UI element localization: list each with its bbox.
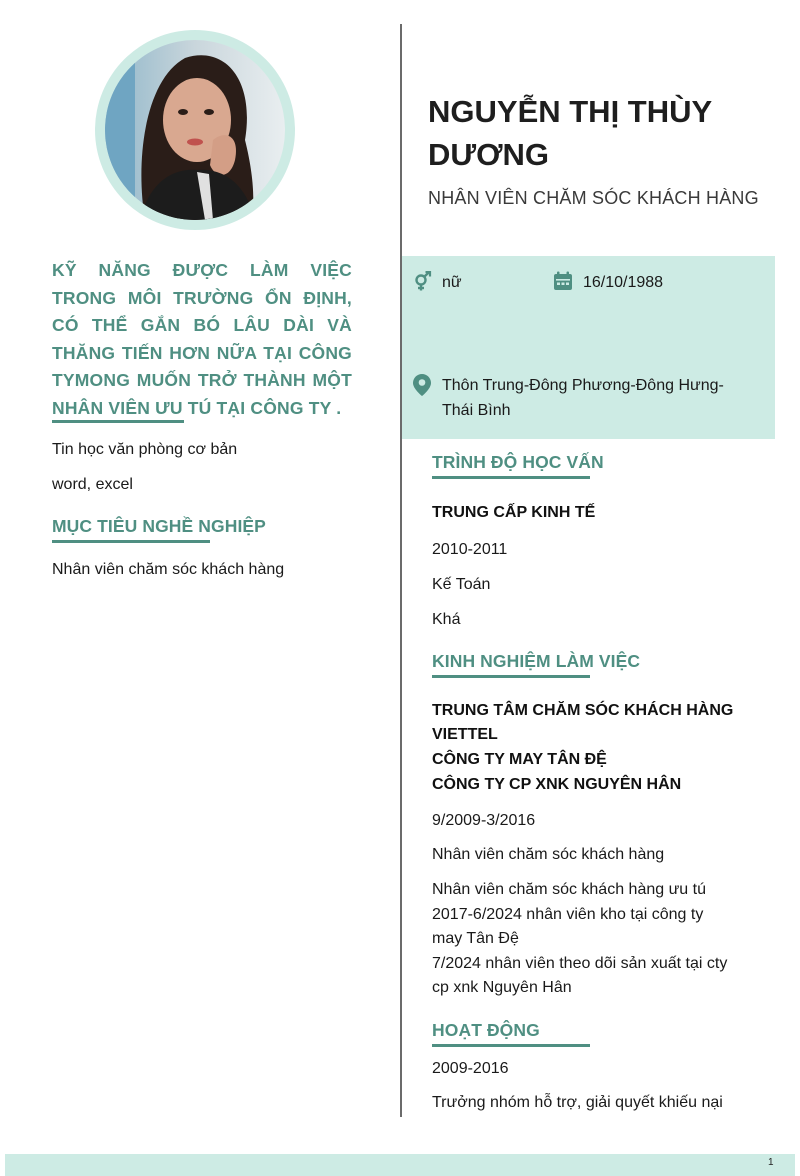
education-major: Kế Toán <box>432 576 491 593</box>
skill-item: Tin học văn phòng cơ bản <box>52 441 238 458</box>
activities-description: Trưởng nhóm hỗ trợ, giải quyết khiếu nại <box>432 1094 723 1111</box>
experience-description: Nhân viên chăm sóc khách hàng ưu tú <box>432 881 706 898</box>
experience-company: CÔNG TY CP XNK NGUYÊN HÂN <box>432 776 682 793</box>
address-value: Thôn Trung-Đông Phương-Đông Hưng-Thái Bình <box>442 377 724 419</box>
career-goal-underline <box>52 540 210 543</box>
gender-value: nữ <box>442 274 462 291</box>
education-school: TRUNG CẤP KINH TẾ <box>432 504 596 521</box>
column-divider <box>400 24 402 1117</box>
activities-underline <box>432 1044 590 1047</box>
experience-company: VIETTEL <box>432 726 498 743</box>
activities-title: HOẠT ĐỘNG <box>432 1020 540 1040</box>
gender-symbol-icon <box>413 271 433 291</box>
experience-description: cp xnk Nguyên Hân <box>432 979 572 996</box>
experience-company: CÔNG TY MAY TÂN ĐỆ <box>432 751 607 768</box>
skill-item: word, excel <box>52 476 133 493</box>
objective-text: KỸ NĂNG ĐƯỢC LÀM VIỆC TRONG MÔI TRƯỜNG ỔN ĐỊNH, CÓ THỂ GẮN BÓ LÂU DÀI VÀ THĂNG TIẾN HƠN NỮA TẠI CÔNG TYMONG MUỐN TRỞ THÀNH MỘT NHÂN VIÊN ƯU TÚ TẠI CÔNG TY . <box>52 260 352 418</box>
footer-bar <box>5 1154 795 1176</box>
experience-underline <box>432 675 590 678</box>
career-goal-text: Nhân viên chăm sóc khách hàng <box>52 561 285 578</box>
avatar <box>105 40 285 220</box>
candidate-name: NGUYỄN THỊ THÙY DƯƠNG <box>428 94 712 172</box>
job-title: NHÂN VIÊN CHĂM SÓC KHÁCH HÀNG <box>428 188 759 208</box>
experience-role: Nhân viên chăm sóc khách hàng <box>432 846 665 863</box>
education-years: 2010-2011 <box>432 541 508 558</box>
activities-period: 2009-2016 <box>432 1060 509 1077</box>
experience-period: 9/2009-3/2016 <box>432 812 536 829</box>
education-title: TRÌNH ĐỘ HỌC VẤN <box>432 452 604 472</box>
page-number: 1 <box>768 1157 774 1168</box>
experience-description: 7/2024 nhân viên theo dõi sản xuất tại cty <box>432 955 728 972</box>
education-grade: Khá <box>432 611 461 628</box>
experience-description: 2017-6/2024 nhân viên kho tại công ty <box>432 906 704 923</box>
experience-company: TRUNG TÂM CHĂM SÓC KHÁCH HÀNG <box>432 702 734 719</box>
objective-underline <box>52 420 184 423</box>
education-underline <box>432 476 590 479</box>
map-pin-icon <box>413 374 431 396</box>
birthday-value: 16/10/1988 <box>583 274 664 291</box>
experience-title: KINH NGHIỆM LÀM VIỆC <box>432 651 641 671</box>
calendar-icon <box>553 271 573 291</box>
career-goal-title: MỤC TIÊU NGHỀ NGHIỆP <box>52 516 266 536</box>
avatar-frame <box>95 30 295 230</box>
experience-description: may Tân Đệ <box>432 930 519 947</box>
